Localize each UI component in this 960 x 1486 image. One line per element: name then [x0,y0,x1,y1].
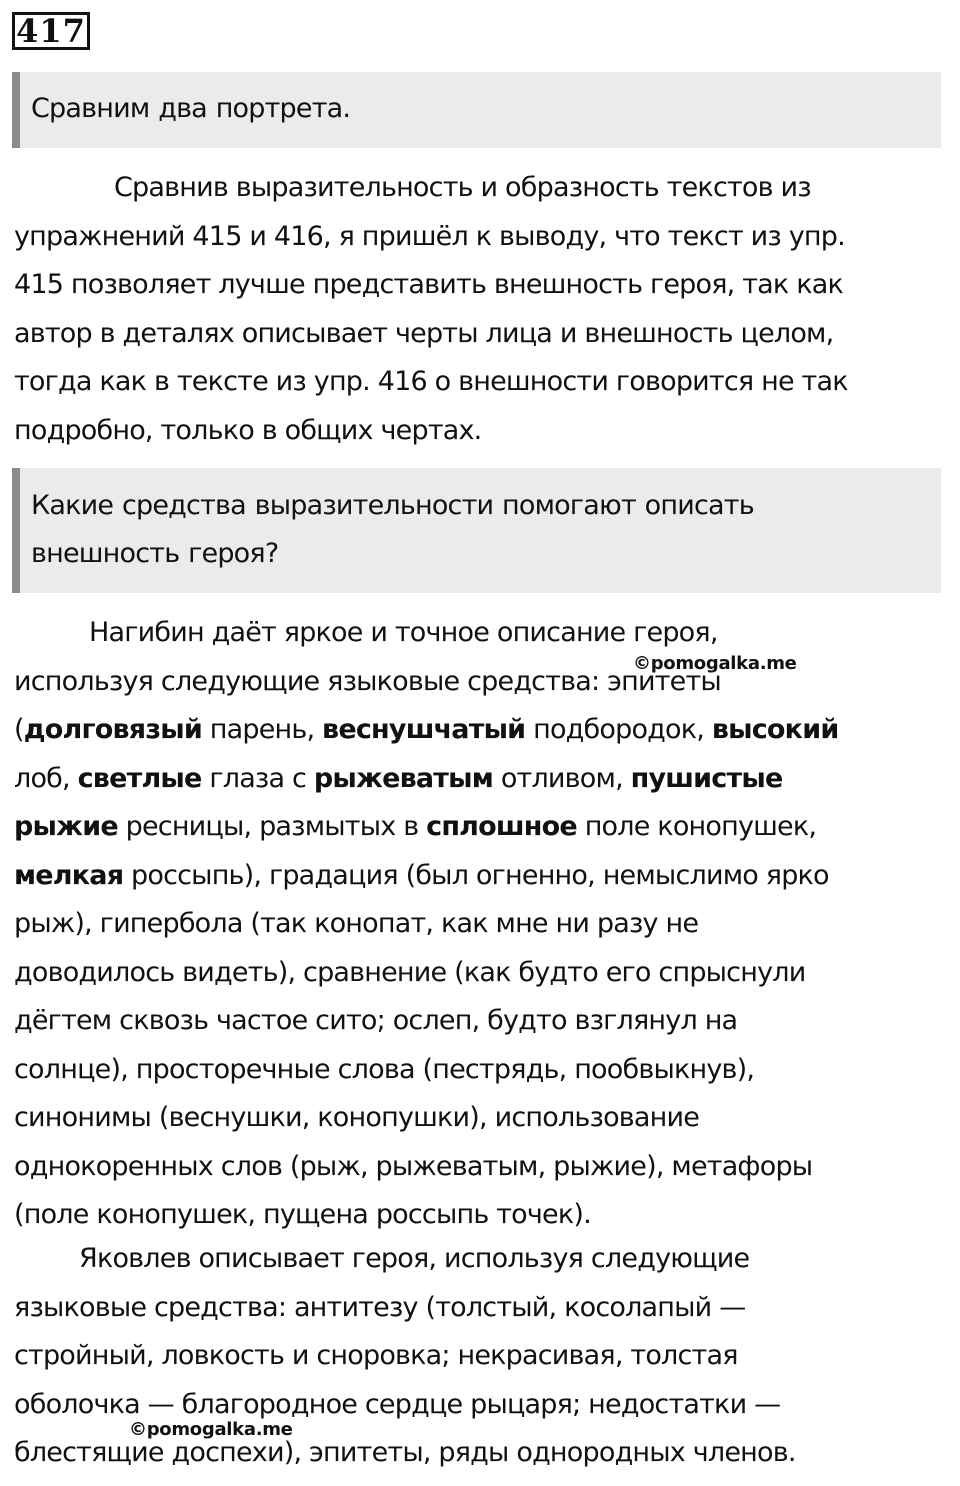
answer-2-line [14,1143,944,1192]
question-1-text: Сравним два портрета. [31,93,351,124]
bold-epithet: пушистые [630,762,783,794]
bold-epithet: высокий [711,714,839,745]
answer-2-text: поле конопушек, [576,811,817,842]
answer-2-line [14,609,944,658]
answer-3-line: языковые средства: антитезу (толстый, косолапый — [14,1291,746,1323]
answer-2-text: Нагибин даёт яркое и точное описание героя, [89,617,718,648]
answer-2-text: солнце), просторечные слова (пестрядь, пообвыкнув), [14,1053,755,1085]
answer-2-text: синонимы (веснушки, конопушки), использование [14,1102,700,1133]
exercise-number: 417 [12,12,90,50]
answer-2-line [14,755,944,804]
answer-2-text: ресницы, размытых в [117,811,427,842]
answer-1-line: Сравнив выразительность и образность текстов из [114,172,811,203]
answer-paragraph-2 [14,609,944,1240]
answer-3-line: оболочка — благородное сердце рыцаря; недостатки — [14,1388,781,1420]
answer-2-line [14,803,944,852]
answer-2-line [14,949,944,998]
answer-2-text: (поле конопушек, пущена россыпь точек). [14,1199,591,1230]
answer-2-text: ( [14,714,24,745]
answer-2-line [14,706,944,755]
bold-epithet: светлые [77,762,202,794]
answer-2-line [14,900,944,949]
answer-2-line [14,1046,944,1095]
answer-paragraph-3 [14,1235,944,1478]
answer-1-line: упражнений 415 и 416, я пришёл к выводу, что текст из упр. [14,220,845,252]
answer-2-text: россыпь), градация (был огненно, немыслимо ярко [123,859,829,891]
answer-2-line [14,1191,944,1240]
bold-epithet: рыжеватым [313,762,494,794]
question-block-2 [12,468,941,593]
answer-3-line: Яковлев описывает героя, используя следующие [79,1243,750,1274]
answer-2-line [14,997,944,1046]
question-block-1 [12,72,941,148]
answer-2-text: парень, [201,714,323,745]
bold-epithet: веснушчатый [322,714,526,745]
answer-3-line: блестящие доспехи), эпитеты, ряды однородных членов. [14,1437,796,1468]
question-2-line: внешность героя? [31,538,279,569]
answer-2-text: однокоренных слов (рыж, рыжеватым, рыжие), метафоры [14,1150,813,1182]
bold-epithet: мелкая [14,859,124,891]
bold-epithet: рыжие [14,811,118,842]
answer-2-text: лоб, [14,762,78,794]
answer-2-line [14,658,944,707]
answer-2-line [14,852,944,901]
answer-2-line [14,1094,944,1143]
answer-2-text: используя следующие языковые средства: эпитеты [14,665,721,697]
answer-1-line: автор в деталях описывает черты лица и внешность целом, [14,317,834,349]
answer-2-text: рыж), гипербола (так конопат, как мне ни разу не [14,908,699,939]
bold-epithet: долговязый [23,714,202,745]
watermark: ©pomogalka.me [129,1419,293,1440]
answer-2-text: доводилось видеть), сравнение (как будто его спрыснули [14,956,806,988]
answer-1-line: подробно, только в общих чертах. [14,414,482,446]
answer-2-text: отливом, [493,762,631,794]
answer-2-text: глаза с [201,762,314,794]
watermark: ©pomogalka.me [633,653,797,674]
answer-1-line: 415 позволяет лучше представить внешность героя, так как [14,269,843,300]
answer-3-line: стройный, ловкость и сноровка; некрасивая, толстая [14,1340,738,1371]
answer-2-text: дёгтем сквозь частое сито; ослеп, будто взглянул на [14,1005,738,1036]
question-2-line: Какие средства выразительности помогают описать [31,490,754,521]
bold-epithet: сплошное [426,811,577,842]
answer-1-line: тогда как в тексте из упр. 416 о внешности говорится не так [14,366,848,397]
answer-2-text: подбородок, [525,714,712,745]
answer-paragraph-1 [14,164,944,455]
